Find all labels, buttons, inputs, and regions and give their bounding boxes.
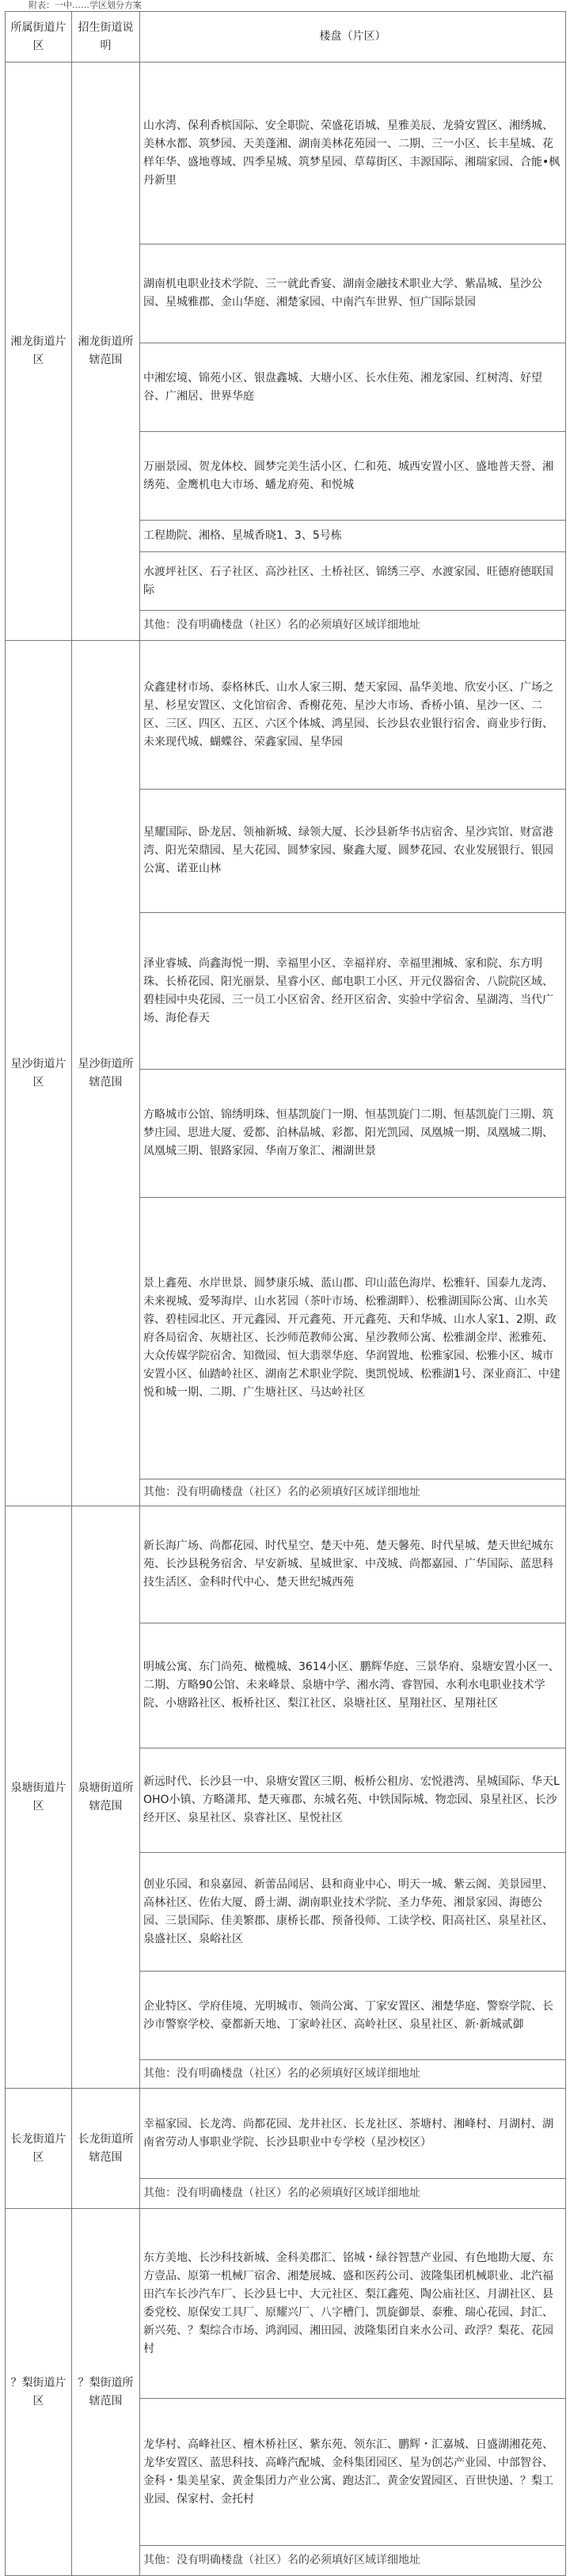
estate-list: 山水湾、保利香槟国际、安全职院、荣盛花语城、星雅美辰、龙骑安置区、湘绣城、美林水都、筑梦园、天美蓬湘、湖南美林花苑园一、二期、三一小区、长丰星城、花样年华、盛地尊域、四季星城、筑梦星园、草莓街区、丰源国际、湘瑞家园、合能•枫丹新里 (140, 63, 566, 244)
estate-other: 其他：没有明确楼盘（社区）名的必须填好区域详细地址 (140, 1479, 566, 1506)
estate-list: 水渡坪社区、石子社区、高沙社区、土桥社区、锦绣三亭、水渡家园、旺德府德联国际 (140, 552, 566, 611)
area-name: ？梨街道片区 (6, 2209, 72, 2576)
table-row (6, 2089, 566, 2179)
header-area: 所属街道片区 (6, 12, 72, 63)
area-name: 泉塘街道片区 (6, 1506, 72, 2089)
estate-list: 东方美地、长沙科技新城、金科美郡汇、铭城・绿谷智慧产业园、有色地勘大厦、东方壹品、原第一机械厂宿舍、湘楚展城、盛和医药公司、波隆集团机械职业、北汽福田汽车长沙汽车厂、长沙县七中、大元社区、梨江鑫苑、陶公庙社区、月湖社区、县委党校、原保安工具厂、原耀兴厂、八字槽门、凯旋御景、泰雅、瑞心花园、封汇、新兴苑、？梨综合市场、鸿润园、湘田园、波隆集团自来水公司、政浮？梨花、花园村 (140, 2209, 566, 2399)
estate-list: 星耀国际、卧龙居、领袖新城、绿领大厦、长沙县新华书店宿舍、星沙宾馆、财富港湾、阳光荣鼎园、星大花园、圆梦家园、聚鑫大厦、圆梦花园、农业发展银行、银园公寓、诺亚山林 (140, 790, 566, 913)
table-row (6, 641, 566, 790)
estate-other: 其他：没有明确楼盘（社区）名的必须填好区域详细地址 (140, 2060, 566, 2089)
estate-list: 明城公寓、东门尚苑、橄榄城、3614小区、鹏辉华庭、三景华府、泉塘安置小区一、二期、方略90公馆、未来峰景、泉塘中学、湘水湾、睿智园、水利水电职业技术学院、小塘路社区、板桥社区、梨江社区、泉塘社区、星翔社区、星翔社区 (140, 1623, 566, 1748)
area-scope: 长龙街道所辖范围 (72, 2089, 140, 2209)
estate-list: 泽业睿城、尚鑫海悦一期、幸福里小区、幸福祥府、幸福里湘城、家和院、东方明珠、长桥花园、阳光丽景、星睿小区、邮电职工小区、开元仪器宿舍、八院院区域、碧桂园中央花园、三一员工小区宿舍、经开区宿舍、实验中学宿舍、星湖湾、当代广场、海伦春天 (140, 913, 566, 1070)
estate-other: 其他：没有明确楼盘（社区）名的必须填好区域详细地址 (140, 2546, 566, 2576)
estate-list: 方略城市公馆、锦绣明珠、恒基凯旋门一期、恒基凯旋门二期、恒基凯旋门三期、筑梦庄园、思进大厦、爱都、泊林晶城、彩都、阳光凯园、凤凰城一期、凤凰城二期、凤凰城三期、银路家园、华南万象汇、湘湖世景 (140, 1070, 566, 1198)
header-scope: 招生街道说明 (72, 12, 140, 63)
estate-other: 其他：没有明确楼盘（社区）名的必须填好区域详细地址 (140, 2179, 566, 2209)
intro-text: 附表：一中……学区划分方案 (28, 0, 142, 10)
estate-list: 新远时代、长沙县一中、泉塘安置区三期、板桥公租房、宏悦港湾、星城国际、华天LOHO小镇、方略潇邦、楚天雍郡、东城名苑、中铁国际城、物恋园、泉星社区、长沙经开区、泉星社区、泉睿社区、星悦社区 (140, 1748, 566, 1853)
estate-list: 湖南机电职业技术学院、三一就此香宴、湖南金融技术职业大学、紫晶城、星沙公园、星城雅郡、金山华庭、湘楚家园、中南汽车世界、恒广国际景园 (140, 244, 566, 343)
table-row (6, 2209, 566, 2399)
area-scope: 泉塘街道所辖范围 (72, 1506, 140, 2089)
table-header-row (6, 12, 566, 63)
area-name: 长龙街道片区 (6, 2089, 72, 2209)
table-row (6, 63, 566, 244)
estate-list: 众鑫建材市场、泰格林氏、山水人家三期、楚天家园、晶华美地、欣安小区、广场之星、杉星安置区、文化馆宿舍、香榭花苑、星沙大市场、香桥小镇、星沙一区、二区、三区、四区、五区、六区个体城、鸿星园、长沙县农业银行宿舍、商业步行街、未来现代城、蝴蝶谷、荣鑫家园、星华园 (140, 641, 566, 790)
estate-list: 景上鑫苑、水岸世景、圆梦康乐城、蓝山郡、印山蓝色海岸、松雅轩、国泰九龙湾、未来视城、爱琴海岸、山水茗园（茶叶市场、松雅湖畔）、松雅湖国际公寓、山水芙蓉、碧桂园北区、开元鑫园、开元鑫苑、开元鑫苑、天和华城、山水人家1、2期、政府各局宿舍、灰塘社区、长沙师范教师公寓、星沙教师公寓、松雅湖金岸、淞雅苑、大众传媒学院宿舍、知微园、恒大翡翠华庭、华润置地、松雅家园、松雅小区、城市安置小区、仙踏岭社区、湖南艺术职业学院、奥凯悦域、松雅湖1号、深业商汇、中建悦和城一期、二期、广生塘社区、马达岭社区 (140, 1198, 566, 1479)
school-district-table (5, 11, 566, 2576)
area-name: 湘龙街道片区 (6, 63, 72, 641)
estate-list: 企业特区、学府佳境、光明城市、领尚公寓、丁家安置区、湘楚华庭、警察学院、长沙市警察学校、豪都新天地、丁家岭社区、高岭社区、泉星社区、新·新城贰御 (140, 1972, 566, 2060)
estate-list: 幸福家园、长龙湾、尚都花园、龙井社区、长龙社区、茶塘村、湘峰村、月湖村、湖南省劳动人事职业学院、长沙县职业中专学校（星沙校区） (140, 2089, 566, 2179)
estate-list: 万丽景园、贺龙体校、圆梦完美生活小区、仁和苑、城西安置小区、盛地普天誉、湘绣苑、金鹰机电大市场、蟠龙府苑、和悦城 (140, 432, 566, 521)
table-row (6, 1506, 566, 1623)
area-scope: ？梨街道所辖范围 (72, 2209, 140, 2576)
header-estates: 楼盘（片区） (140, 12, 566, 63)
estate-list: 工程勘院、湘格、星城香晓1、3、5号栋 (140, 521, 566, 552)
area-name: 星沙街道片区 (6, 641, 72, 1506)
estate-other: 其他：没有明确楼盘（社区）名的必须填好区域详细地址 (140, 611, 566, 641)
area-scope: 湘龙街道所辖范围 (72, 63, 140, 641)
intro-caption (0, 0, 570, 11)
area-scope: 星沙街道所辖范围 (72, 641, 140, 1506)
estate-list: 创业乐园、和泉嘉园、新蕾品闻居、县和商业中心、明天一城、紫云阁、美景园里、高林社区、佐佑大厦、爵士湖、湖南职业技术学院、圣力华苑、湘景家园、海德公园、三景国际、佳美繁郡、康桥长郡、预备役师、工读学校、阳高社区、泉星社区、泉盛社区、泉峪社区 (140, 1853, 566, 1972)
estate-list: 龙华村、高峰社区、檀木桥社区、紫东苑、领东汇、鹏辉・汇嘉城、日盛湖湘花苑、龙华安置区、蓝思科技、高峰汽配城、金科集团园区、星为创芯产业园、中部智谷、金科・集美星家、黄金集团力产业公寓、跑达汇、黄金安置园区、百世快递、？梨工业园、保家村、金托村 (140, 2399, 566, 2546)
estate-list: 中湘宏境、锦苑小区、银盘鑫城、大塘小区、长水住苑、湘龙家园、红树湾、好望谷、广湘居、世界华庭 (140, 343, 566, 432)
estate-list: 新长海广场、尚都花园、时代星空、楚天中苑、楚天馨苑、时代星城、楚天世纪城东苑、长沙县税务宿舍、早安新城、星城世家、中茂城、尚都嘉园、广华国际、蓝思科技生活区、金科时代中心、楚天世纪城西苑 (140, 1506, 566, 1623)
